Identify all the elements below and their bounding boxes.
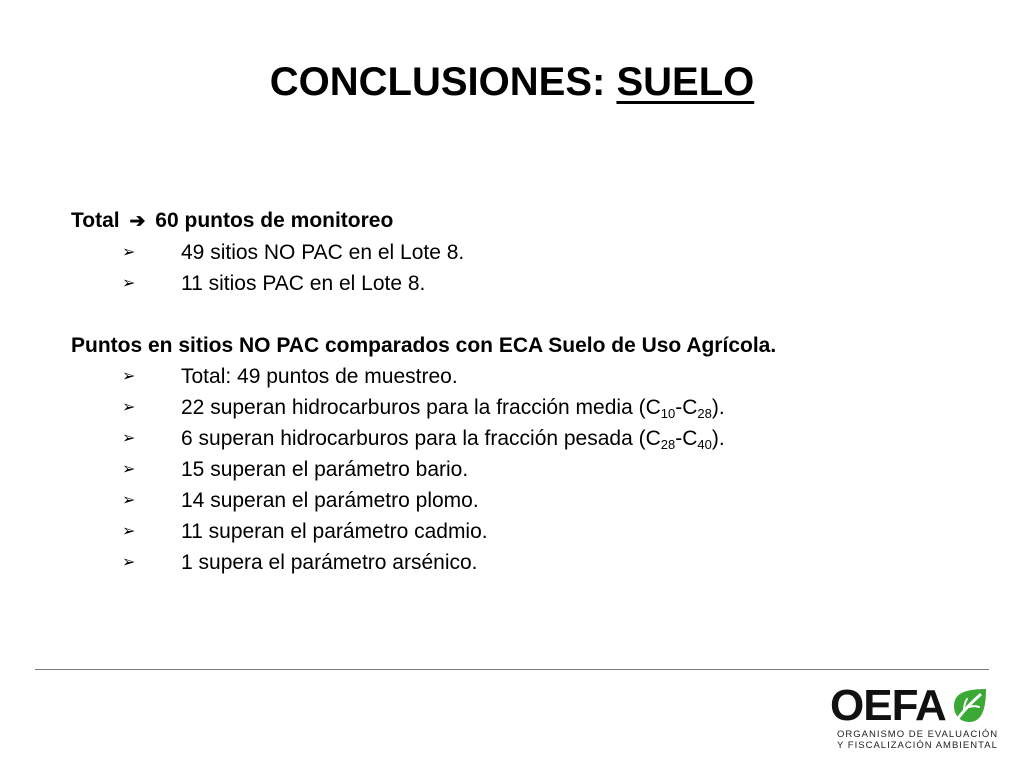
- spacer: [71, 299, 991, 330]
- nopac-list: [71, 361, 991, 578]
- list-item: [71, 392, 991, 423]
- list-item: [71, 423, 991, 454]
- arrowhead-bullet-icon: ➢: [122, 461, 136, 478]
- arrowhead-bullet-icon: ➢: [122, 399, 136, 416]
- arrowhead-bullet-icon: ➢: [122, 554, 136, 571]
- logo-tagline-line2: Y FISCALIZACIÓN AMBIENTAL: [837, 740, 998, 751]
- list-item-text: Total: 49 puntos de muestreo.: [181, 365, 458, 388]
- arrowhead-bullet-icon: ➢: [122, 244, 136, 261]
- nopac-heading: Puntos en sitios NO PAC comparados con ECA Suelo de Uso Agrícola.: [71, 334, 777, 357]
- list-item: [71, 237, 991, 268]
- slide-body: [71, 205, 991, 578]
- list-item-text: 14 superan el parámetro plomo.: [181, 489, 479, 512]
- list-item: [71, 485, 991, 516]
- right-arrow-icon: ➔: [129, 211, 146, 232]
- list-item: [71, 268, 991, 299]
- total-value: 60 puntos de monitoreo: [155, 209, 394, 232]
- arrowhead-bullet-icon: ➢: [122, 492, 136, 509]
- arrowhead-bullet-icon: ➢: [122, 523, 136, 540]
- list-item-text: 15 superan el parámetro bario.: [181, 458, 469, 481]
- list-item: [71, 454, 991, 485]
- arrowhead-bullet-icon: ➢: [122, 430, 136, 447]
- oefa-logo: [830, 681, 999, 754]
- list-item-text: 11 superan el parámetro cadmio.: [181, 520, 488, 543]
- total-list: [71, 237, 991, 299]
- arrowhead-bullet-icon: ➢: [122, 368, 136, 385]
- list-item: [71, 361, 991, 392]
- total-heading: [71, 205, 991, 237]
- list-item-text: 49 sitios NO PAC en el Lote 8.: [181, 241, 465, 264]
- logo-tagline: [837, 729, 998, 751]
- list-item: [71, 516, 991, 547]
- slide-title-underlined: SUELO: [616, 60, 755, 104]
- list-item-text: 6 superan hidrocarburos para la fracción pesada $(C_{28}-C_{40})$.: [181, 427, 725, 452]
- slide-title: [0, 60, 1024, 105]
- list-item: [71, 547, 991, 578]
- list-item-text: 11 sitios PAC en el Lote 8.: [181, 272, 426, 295]
- logo-wordmark: OEFA: [830, 681, 946, 730]
- list-item-text: 1 supera el parámetro arsénico.: [181, 551, 478, 574]
- arrowhead-bullet-icon: ➢: [122, 275, 136, 292]
- total-label: Total: [71, 209, 120, 232]
- leaf-icon: [950, 686, 990, 726]
- list-item-text: 22 superan hidrocarburos para la fracción media $(C_{10}-C_{28})$.: [181, 396, 725, 421]
- footer-divider: [35, 669, 989, 670]
- logo-tagline-line1: ORGANISMO DE EVALUACIÓN: [837, 729, 999, 740]
- slide-title-prefix: CONCLUSIONES:: [269, 60, 606, 104]
